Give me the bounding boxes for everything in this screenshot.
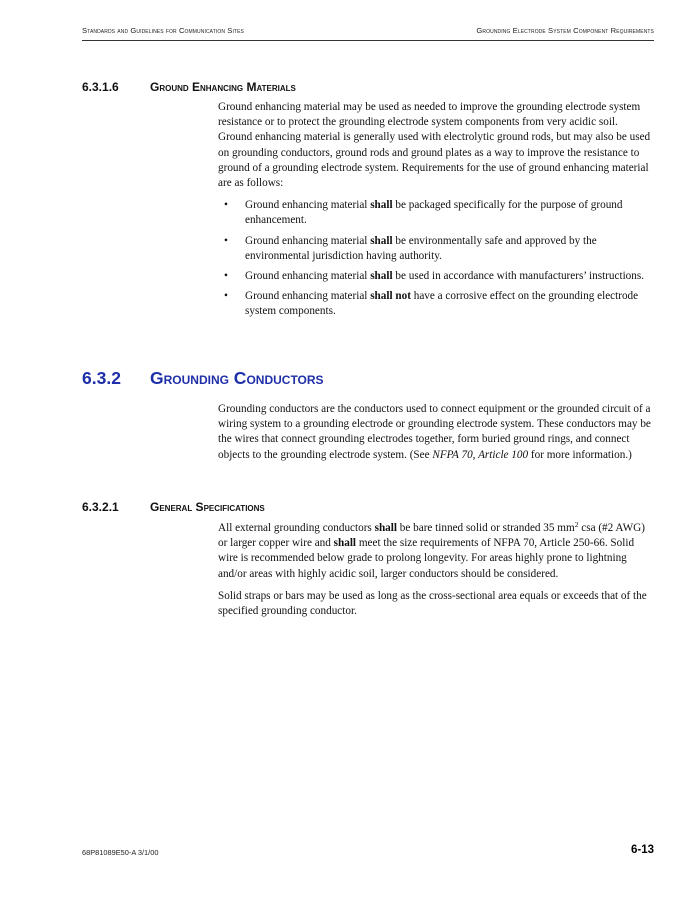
paragraph: All external grounding conductors shall be bare tinned solid or stranded 35 $mm^2$ csa (#2 AWG) or larger copper wire and shall meet the size requirements of NFPA 70, Article 250-66. Solid wire is recommended below grade to prolong longevity. For areas highly prone to lightning and/or areas with highly acidic soil, larger conductors should be considered. — [218, 520, 645, 580]
bullet: • — [224, 199, 228, 212]
page-number: 6-13 — [630, 844, 654, 856]
section-heading-6-3-1-6 — [82, 80, 296, 94]
section-body-6-3-2 — [218, 402, 654, 470]
list-item: • Ground enhancing material shall be used in accordance with manufacturers’ instructions. — [218, 269, 654, 284]
section-body-6-3-2-1 — [218, 521, 654, 626]
footer-doc-id: 68P81089E50-A 3/1/00 — [82, 848, 159, 857]
requirements-list — [218, 198, 654, 319]
list-item: • Ground enhancing material shall be environmentally safe and approved by the environmental jurisdiction having authority. — [224, 234, 597, 262]
section-title: General Specifications — [150, 500, 265, 514]
bullet: • — [224, 234, 228, 247]
bullet: • — [224, 270, 228, 283]
section-number: 6.3.2 — [82, 368, 121, 388]
section-heading-6-3-2-1 — [82, 500, 265, 514]
section-number: 6.3.2.1 — [82, 500, 119, 514]
paragraph: Ground enhancing material may be used as needed to improve the grounding electrode system resistance or to protect the grounding electrode system components from very acidic soil. Ground enhancing material is generally used with electrolytic ground rods, but may also be used on grounding conductors, ground rods and ground plates as a way to improve the resistance to ground of a grounding electrode system. Requirements for the use of ground enhancing material are as follows: — [218, 101, 651, 190]
reference-citation: NFPA 70, Article 100 — [432, 448, 529, 461]
section-title: Grounding Conductors — [150, 368, 324, 388]
section-title: Ground Enhancing Materials — [150, 80, 296, 94]
section-body-6-3-1-6 — [218, 100, 654, 325]
list-item: • Ground enhancing material shall be packaged specifically for the purpose of ground enhancement. — [224, 199, 623, 227]
bullet: • — [224, 290, 228, 303]
running-header-right: Grounding Electrode System Component Requirements — [476, 26, 654, 35]
section-heading-6-3-2 — [82, 368, 324, 389]
header-rule — [82, 40, 654, 41]
paragraph: Grounding conductors are the conductors used to connect equipment or the grounded circuit of a wiring system to a grounding electrode or grounding electrode system. These conductors may be the wires that connect grounding electrodes together, form buried ground rings, and connect objects to the grounding electrode system. (See NFPA 70, Article 100 for more information.) — [218, 403, 651, 461]
paragraph: Solid straps or bars may be used as long as the cross-sectional area equals or exceeds that of the specified grounding conductor. — [218, 589, 647, 618]
running-header-left: Standards and Guidelines for Communication Sites — [82, 26, 244, 35]
section-number: 6.3.1.6 — [82, 80, 119, 94]
list-item: • Ground enhancing material shall not have a corrosive effect on the grounding electrode system components. — [224, 290, 639, 318]
